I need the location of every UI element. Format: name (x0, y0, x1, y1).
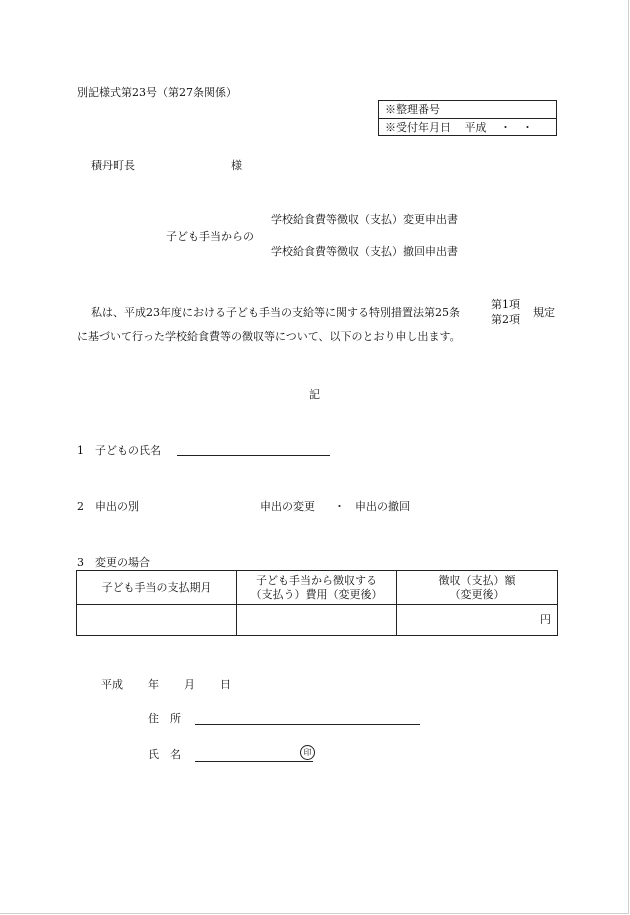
title-option-withdraw: 学校給食費等徴収（支払）撤回申出書 (271, 245, 458, 258)
item1-number: 1 (77, 444, 84, 457)
title-prefix: 子ども手当からの (166, 230, 254, 243)
receipt-era: 平成 (464, 121, 487, 134)
address-field[interactable] (195, 724, 420, 725)
addressee-honorific: 様 (231, 159, 242, 172)
item3-label: 変更の場合 (95, 556, 150, 569)
signature-era: 平成 (101, 678, 123, 691)
item1-label: 子どもの氏名 (95, 444, 161, 457)
receipt-date-dots: ・ ・ (500, 121, 533, 134)
table-header-amount (397, 571, 558, 605)
change-table (76, 570, 558, 636)
receipt-ref-label: ※整理番号 (385, 103, 440, 116)
name-label: 氏 名 (148, 748, 181, 761)
table-header-row (77, 571, 558, 605)
item2-number: 2 (77, 500, 84, 513)
amount-cell[interactable] (397, 605, 558, 636)
body-line2: に基づいて行った学校給食費等の徴収等について、以下のとおり申し出ます。 (77, 330, 461, 343)
form-code: 別記様式第23号（第27条関係） (77, 86, 237, 99)
table-header-amount-line1: 徴収（支払）額 (438, 573, 516, 587)
expense-cell[interactable] (237, 605, 397, 636)
receipt-date-label: ※受付年月日 (385, 121, 451, 134)
signature-day: 日 (220, 678, 231, 691)
child-name-field[interactable] (177, 455, 330, 456)
seal-mark: 印 (300, 745, 315, 760)
table-header-amount-line2: （変更後） (449, 587, 505, 601)
request-withdraw-option[interactable]: 申出の撤回 (355, 500, 410, 513)
receipt-ref-row (379, 101, 556, 118)
body-line1: 私は、平成23年度における子ども手当の支給等に関する特別措置法第25条 (91, 306, 460, 319)
table-header-payment-month: 子ども手当の支払期月 (77, 571, 237, 605)
item2-label: 申出の別 (95, 500, 139, 513)
table-row (77, 605, 558, 636)
signature-month: 月 (184, 678, 195, 691)
body-paragraph-1: 第1項 (491, 298, 520, 311)
table-header-expense-line2: （支払う）費用（変更後） (250, 587, 383, 601)
request-change-option[interactable]: 申出の変更 (260, 500, 315, 513)
payment-month-cell[interactable] (77, 605, 237, 636)
applicant-name-field[interactable] (195, 761, 313, 762)
amount-unit: 円 (540, 613, 551, 627)
addressee-name: 積丹町長 (91, 159, 135, 172)
ki-heading: 記 (309, 388, 320, 401)
request-option-separator: ・ (334, 500, 345, 513)
title-option-change: 学校給食費等徴収（支払）変更申出書 (271, 213, 458, 226)
receipt-box (378, 100, 557, 136)
signature-year: 年 (148, 678, 159, 691)
receipt-date-row (379, 118, 556, 136)
table-header-expense-line1: 子ども手当から徴収する (256, 573, 377, 587)
body-line1-end: 規定 (533, 306, 555, 319)
table-header-expense (237, 571, 397, 605)
item3-number: 3 (77, 556, 84, 569)
body-paragraph-2: 第2項 (491, 313, 520, 326)
address-label: 住 所 (148, 712, 181, 725)
